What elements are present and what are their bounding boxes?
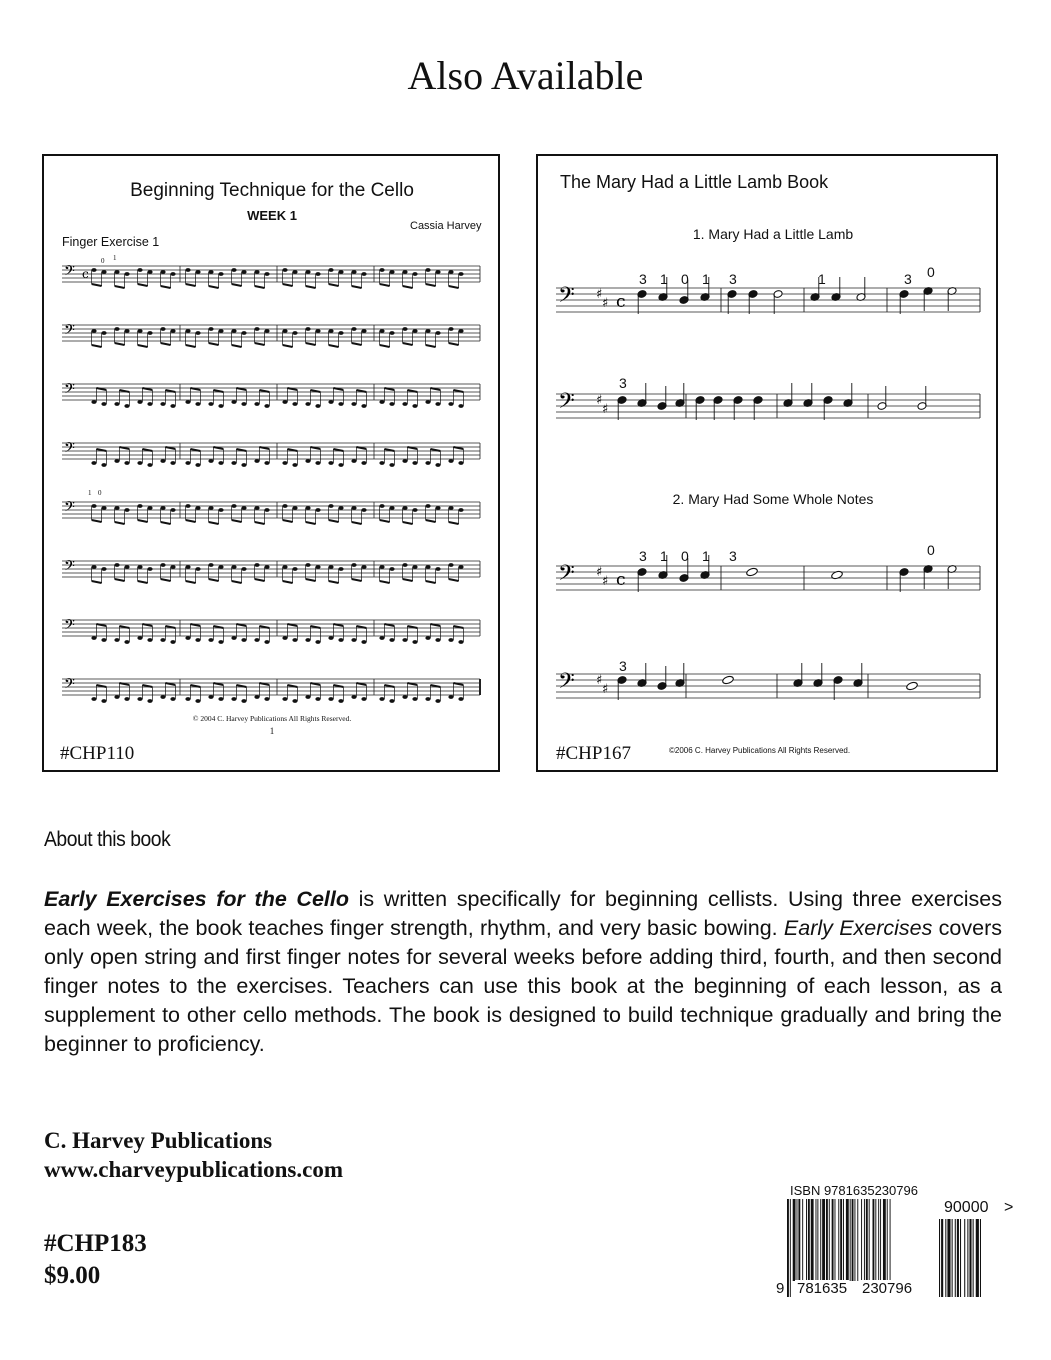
fingering: 0: [927, 264, 935, 280]
barcode-digits: 230796: [862, 1280, 913, 1297]
fingering: 3: [639, 548, 647, 564]
svg-text:♯: ♯: [596, 673, 603, 688]
svg-text:c: c: [82, 267, 89, 281]
fingering: 1: [818, 271, 826, 287]
svg-text:𝄢: 𝄢: [64, 263, 75, 283]
fingering: 0: [681, 271, 689, 287]
book-code: #CHP110: [60, 743, 135, 764]
description-text: covers only open string and first finger notes for several weeks before adding third, fourth, and then second finger notes to the exercises. Teachers can use this book at the beginning of each lesson, as a supplement to other cello methods. The book is designed to build technique gradually and bring the beginner to proficiency.: [44, 916, 1002, 1056]
fingering: 1: [660, 271, 668, 287]
svg-text:𝄢: 𝄢: [558, 561, 575, 591]
publisher-name: C. Harvey Publications: [44, 1128, 273, 1153]
fingering: 3: [904, 271, 912, 287]
book-title: The Mary Had a Little Lamb Book: [560, 172, 829, 192]
song-title: 1. Mary Had a Little Lamb: [692, 226, 854, 242]
fingering: 1: [702, 271, 710, 287]
fingering: 1: [702, 548, 710, 564]
svg-text:𝄢: 𝄢: [64, 558, 75, 578]
copyright-line: ©2006 C. Harvey Publications All Rights Reserved.: [669, 746, 851, 755]
finger-mark: 1: [113, 254, 117, 262]
svg-text:𝄢: 𝄢: [64, 322, 75, 342]
product-code: #CHP183: [44, 1230, 147, 1257]
isbn-label: ISBN 9781635230796: [790, 1183, 918, 1198]
fingering: 3: [639, 271, 647, 287]
svg-text:♯: ♯: [596, 287, 603, 302]
finger-mark: 0: [98, 489, 102, 497]
barcode-digits: 781635: [797, 1280, 848, 1297]
fingering: 3: [619, 658, 627, 674]
right-staves: [556, 277, 980, 700]
svg-text:♯: ♯: [602, 296, 609, 311]
barcode-digit: 9: [776, 1280, 785, 1297]
book-title-emphasis: Early Exercises: [783, 916, 933, 940]
svg-text:♯: ♯: [602, 574, 609, 589]
fingering: 0: [681, 548, 689, 564]
book-preview-chp167: [536, 154, 998, 772]
book-preview-chp110: [42, 154, 500, 772]
publisher-website[interactable]: www.charveypublications.com: [44, 1157, 343, 1182]
price: $9.00: [44, 1262, 101, 1289]
svg-text:𝄢: 𝄢: [558, 669, 575, 699]
author-name: Cassia Harvey: [410, 220, 482, 232]
svg-text:♯: ♯: [602, 682, 609, 697]
week-label: WEEK 1: [247, 208, 297, 223]
page-number: 1: [269, 726, 275, 736]
music-staff-exercise: [62, 254, 482, 724]
fingering: 3: [729, 271, 737, 287]
copyright-line: © 2004 C. Harvey Publications All Rights Reserved.: [192, 714, 352, 723]
svg-text:♯: ♯: [596, 393, 603, 408]
finger-mark: 0: [101, 257, 105, 265]
exercise-label: Finger Exercise 1: [62, 235, 160, 249]
description-text: is written specifically for beginning cellists. Using three exercises each week, the book teaches finger strength, rhythm, and very basic bowing.: [44, 887, 1002, 940]
barcode-addon-arrow: >: [1004, 1199, 1014, 1216]
book-title-emphasis: Early Exercises for the Cello: [44, 887, 349, 911]
fingering: 3: [729, 548, 737, 564]
fingering: 0: [927, 542, 935, 558]
svg-text:𝄢: 𝄢: [558, 283, 575, 313]
svg-text:𝄢: 𝄢: [64, 440, 75, 460]
svg-text:𝄢: 𝄢: [558, 389, 575, 419]
svg-text:𝄢: 𝄢: [64, 676, 75, 696]
addon-barcode: [938, 1219, 998, 1299]
fingering: 3: [619, 375, 627, 391]
book-code: #CHP167: [556, 743, 631, 764]
book-description: [44, 885, 1002, 1059]
svg-text:♯: ♯: [602, 402, 609, 417]
finger-mark: 1: [88, 489, 92, 497]
barcode-addon: 90000: [944, 1199, 989, 1216]
fingering: 1: [660, 548, 668, 564]
svg-text:♯: ♯: [596, 565, 603, 580]
page-heading: Also Available: [407, 53, 644, 98]
svg-text:𝄢: 𝄢: [64, 381, 75, 401]
song-title: 2. Mary Had Some Whole Notes: [672, 491, 874, 507]
svg-text:𝄢: 𝄢: [64, 617, 75, 637]
left-staves: [62, 263, 480, 703]
svg-text:c: c: [616, 570, 626, 590]
book-title: Beginning Technique for the Cello: [130, 180, 414, 201]
svg-text:𝄢: 𝄢: [64, 499, 75, 519]
music-staff-lamb: [556, 276, 986, 716]
svg-text:c: c: [616, 292, 626, 312]
about-label: About this book: [44, 828, 171, 851]
